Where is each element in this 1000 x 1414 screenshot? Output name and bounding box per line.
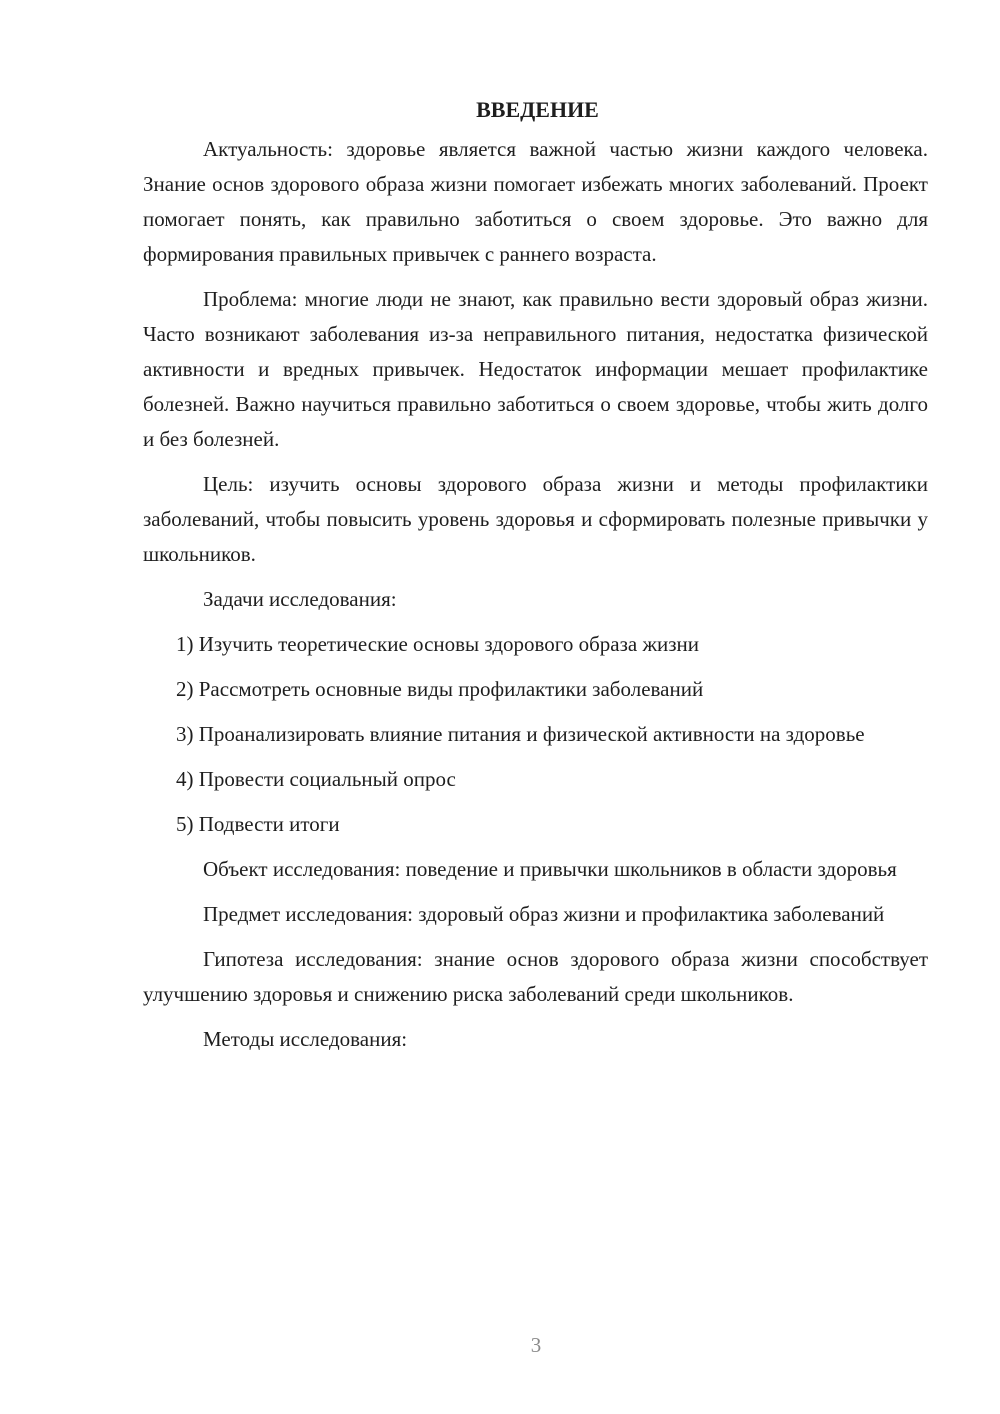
page-content [143, 92, 928, 1057]
tasks-heading: Задачи исследования: [203, 587, 397, 611]
page-title: ВВЕДЕНИЕ [476, 97, 599, 122]
task-item-4: 4) Провести социальный опрос [176, 767, 456, 791]
page-number: 3 [530, 1333, 542, 1357]
subject-paragraph: Предмет исследования: здоровый образ жизни и профилактика заболеваний [203, 902, 885, 926]
task-item-2: 2) Рассмотреть основные виды профилактики заболеваний [176, 677, 704, 701]
methods-heading: Методы исследования: [203, 1027, 408, 1051]
goal-paragraph: Цель: изучить основы здорового образа жизни и методы профилактики заболеваний, чтобы повысить уровень здоровья и сформировать полезные привычки у школьников. [143, 472, 928, 566]
task-item-5: 5) Подвести итоги [176, 812, 340, 836]
object-paragraph: Объект исследования: поведение и привычки школьников в области здоровья [203, 857, 897, 881]
task-item-3: 3) Проанализировать влияние питания и физической активности на здоровье [176, 722, 865, 746]
task-item-1: 1) Изучить теоретические основы здорового образа жизни [176, 632, 700, 656]
relevance-paragraph: Актуальность: здоровье является важной частью жизни каждого человека. Знание основ здорового образа жизни помогает избежать многих заболеваний. Проект помогает понять, как правильно заботиться о своем здоровье. Это важно для формирования правильных привычек с раннего возраста. [143, 137, 928, 266]
hypothesis-paragraph: Гипотеза исследования: знание основ здорового образа жизни способствует улучшению здоровья и снижению риска заболеваний среди школьников. [143, 947, 928, 1006]
problem-paragraph: Проблема: многие люди не знают, как правильно вести здоровый образ жизни. Часто возникают заболевания из-за неправильного питания, недостатка физической активности и вредных привычек. Недостаток информации мешает профилактике болезней. Важно научиться правильно заботиться о своем здоровье, чтобы жить долго и без болезней. [143, 287, 928, 451]
